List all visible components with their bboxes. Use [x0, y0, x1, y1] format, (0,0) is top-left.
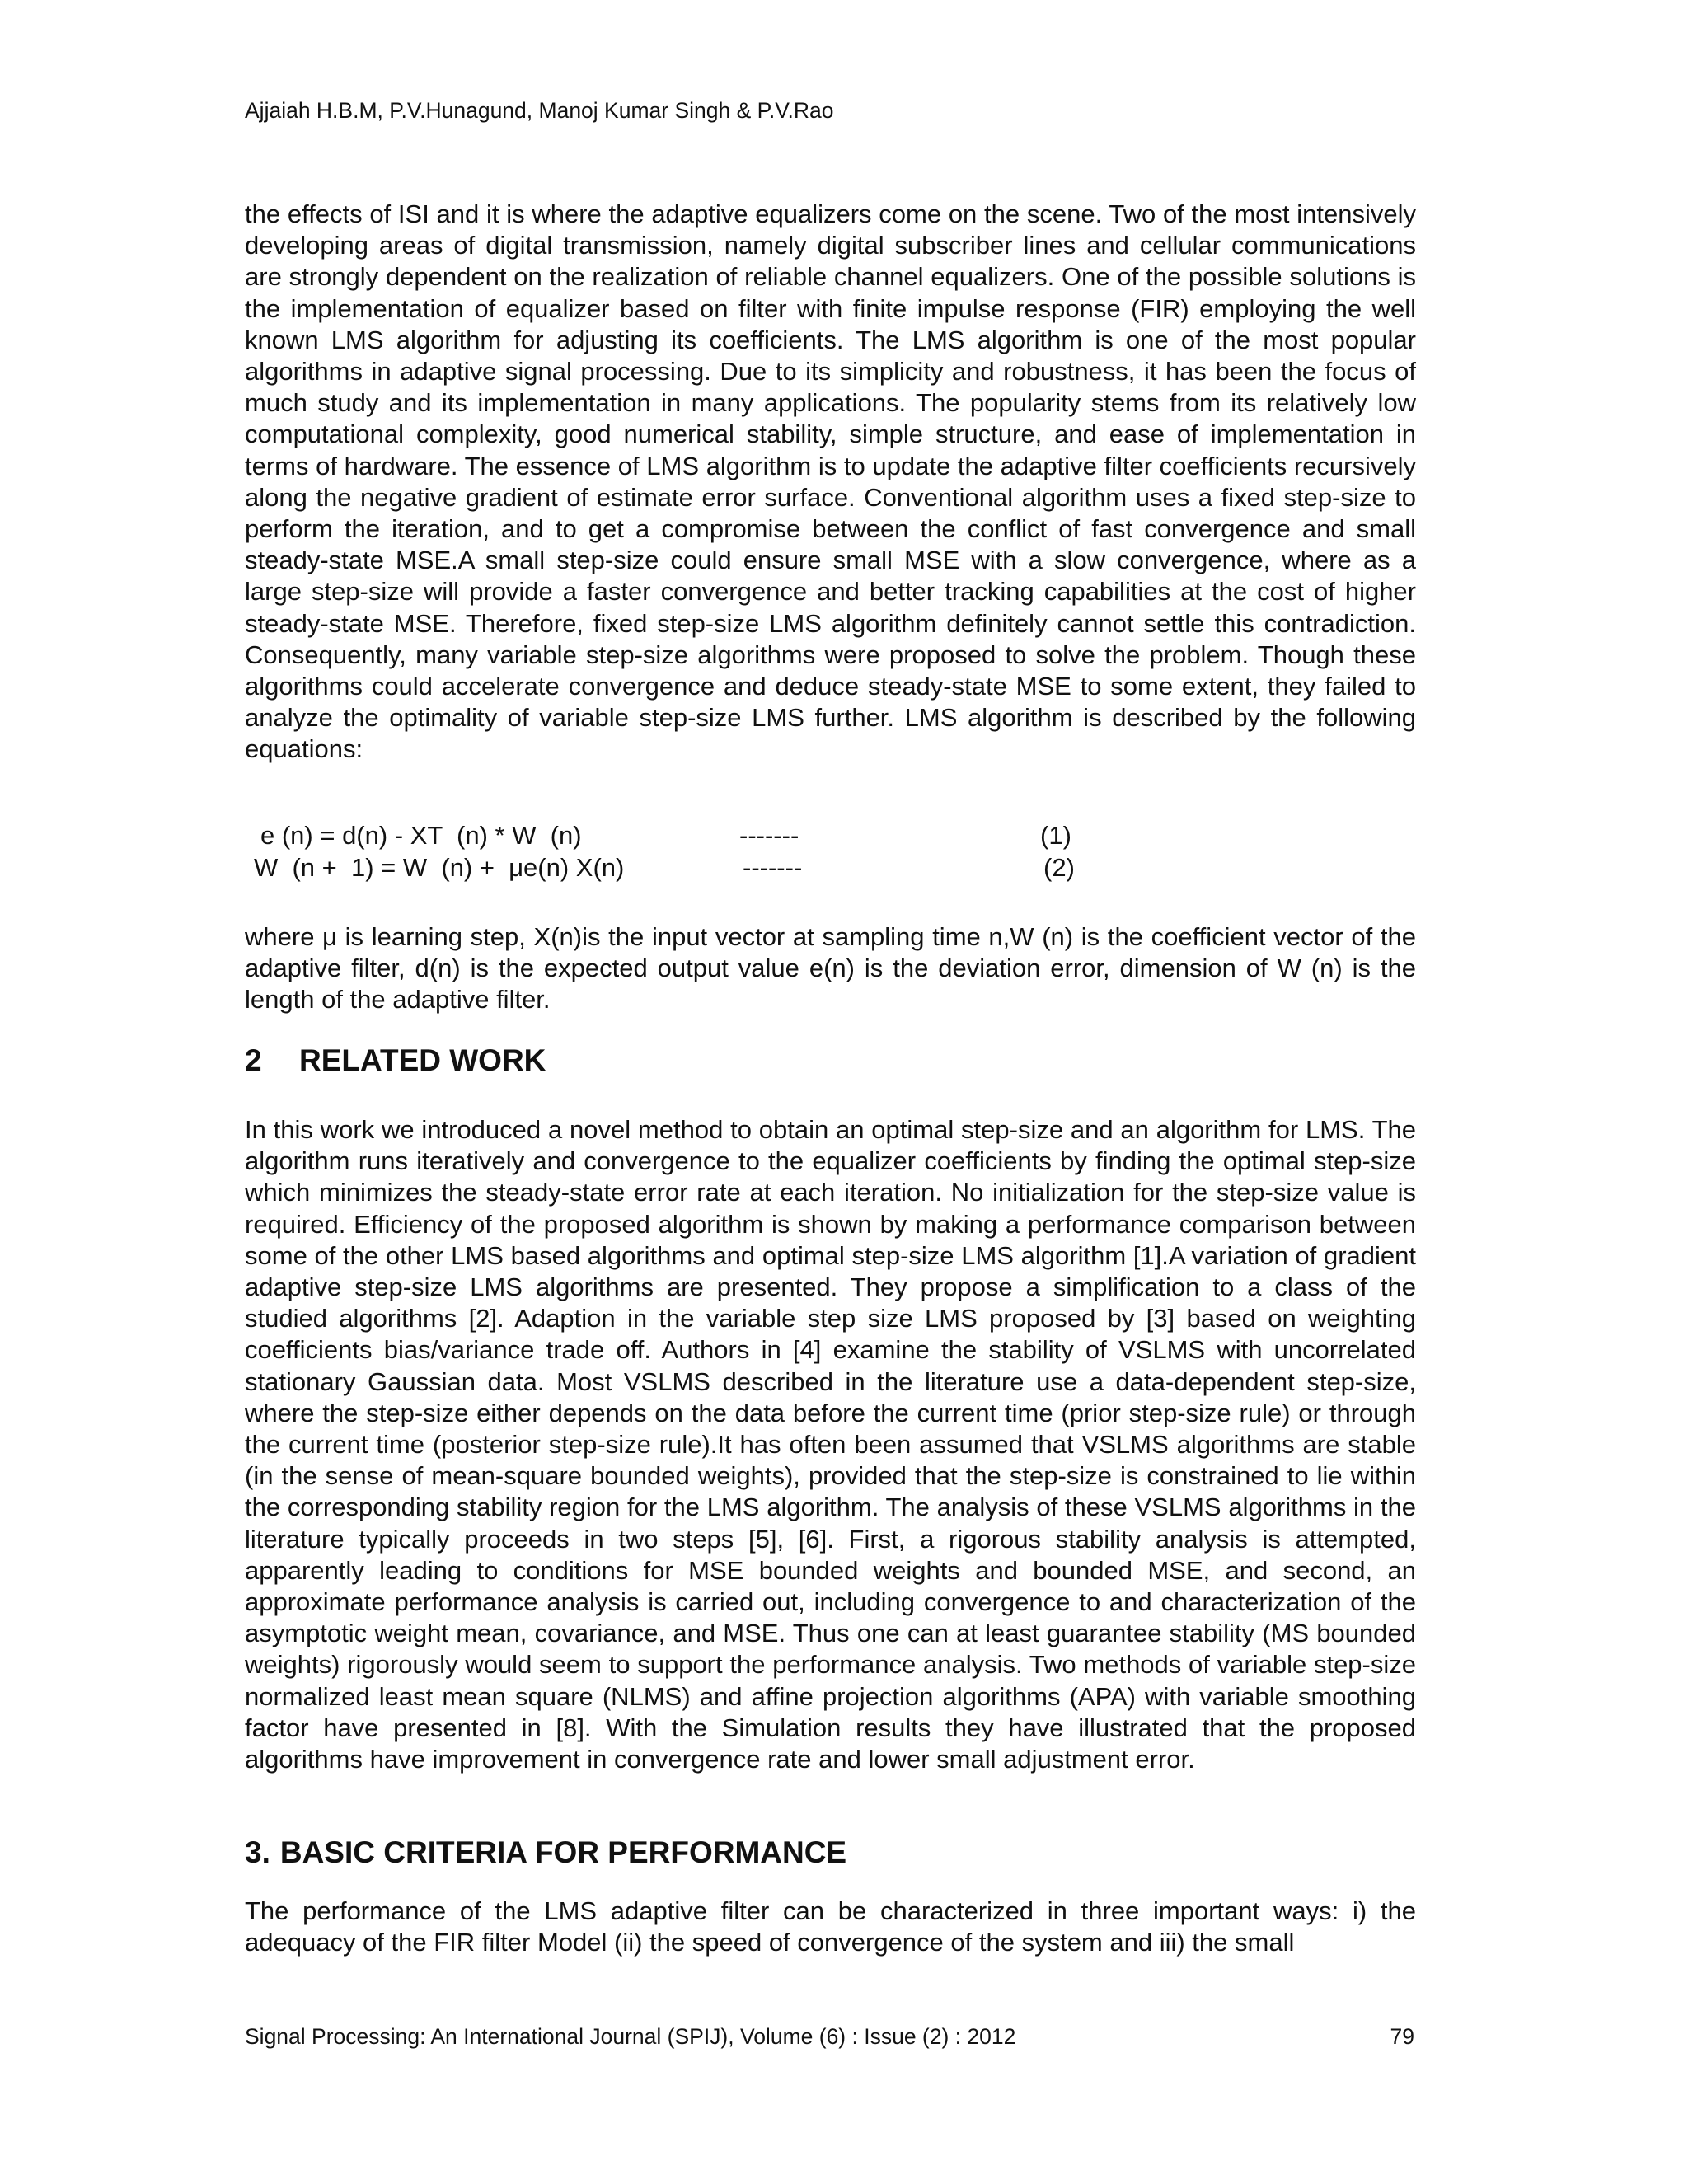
- equation-1-expression: e (n) = d(n) - XT (n) * W (n): [260, 821, 582, 850]
- equation-2-expression: W (n + 1) = W (n) + μe(n) X(n): [254, 853, 625, 882]
- journal-footer: Signal Processing: An International Journal (SPIJ), Volume (6) : Issue (2) : 2012: [245, 2024, 1016, 2049]
- intro-paragraph: the effects of ISI and it is where the adaptive equalizers come on the scene. Two of the most intensively developing areas of digital transmission, namely digital subscriber lines and cellular communications are strongly dependent on the realization of reliable channel equalizers. One of the possible solutions is the implementation of equalizer based on filter with finite impulse response (FIR) employing the well known LMS algorithm for adjusting its coefficients. The LMS algorithm is one of the most popular algorithms in adaptive signal processing. Due to its simplicity and robustness, it has been the focus of much study and its implementation in many applications. The popularity stems from its relatively low computational complexity, good numerical stability, simple structure, and ease of implementation in terms of hardware. The essence of LMS algorithm is to update the adaptive filter coefficients recursively along the negative gradient of estimate error surface. Conventional algorithm uses a fixed step-size to perform the iteration, and to get a compromise between the conflict of fast convergence and small steady-state MSE.A small step-size could ensure small MSE with a slow convergence, where as a large step-size will provide a faster convergence and better tracking capabilities at the cost of higher steady-state MSE. Therefore, fixed step-size LMS algorithm definitely cannot settle this contradiction. Consequently, many variable step-size algorithms were proposed to solve the problem. Though these algorithms could accelerate convergence and deduce steady-state MSE to some extent, they failed to analyze the optimality of variable step-size LMS further. LMS algorithm is described by the following equations:: [245, 199, 1416, 764]
- section-3-heading: [245, 1835, 846, 1871]
- running-header: Ajjaiah H.B.M, P.V.Hunagund, Manoj Kumar Singh & P.V.Rao: [245, 98, 834, 123]
- equation-2-dashes: -------: [743, 853, 803, 882]
- section-3-title: BASIC CRITERIA FOR PERFORMANCE: [279, 1835, 847, 1869]
- where-paragraph: where μ is learning step, X(n)is the input vector at sampling time n,W (n) is the coefficient vector of the adaptive filter, d(n) is the expected output value e(n) is the deviation error, dimension of W (n) is the length of the adaptive filter.: [245, 922, 1416, 1015]
- section-2-heading: [245, 1043, 546, 1079]
- section-3-number: 3.: [245, 1835, 270, 1869]
- section-3-paragraph: The performance of the LMS adaptive filter can be characterized in three important ways: i) the adequacy of the FIR filter Model (ii) the speed of convergence of the system and iii) the small: [245, 1896, 1416, 1957]
- section-2-number: 2: [245, 1043, 262, 1077]
- page-number: 79: [1390, 2024, 1414, 2049]
- equation-1-number: (1): [1040, 821, 1071, 850]
- equation-2-number: (2): [1043, 853, 1075, 882]
- equation-1-dashes: -------: [739, 821, 799, 850]
- section-2-paragraph: In this work we introduced a novel method to obtain an optimal step-size and an algorithm for LMS. The algorithm runs iteratively and convergence to the equalizer coefficients by finding the optimal step-size which minimizes the steady-state error rate at each iteration. No initialization for the step-size value is required. Efficiency of the proposed algorithm is shown by making a performance comparison between some of the other LMS based algorithms and optimal step-size LMS algorithm [1].A variation of gradient adaptive step-size LMS algorithms are presented. They propose a simplification to a class of the studied algorithms [2]. Adaption in the variable step size LMS proposed by [3] based on weighting coefficients bias/variance trade off. Authors in [4] examine the stability of VSLMS with uncorrelated stationary Gaussian data. Most VSLMS described in the literature use a data-dependent step-size, where the step-size either depends on the data before the current time (prior step-size rule) or through the current time (posterior step-size rule).It has often been assumed that VSLMS algorithms are stable (in the sense of mean-square bounded weights), provided that the step-size is constrained to lie within the corresponding stability region for the LMS algorithm. The analysis of these VSLMS algorithms in the literature typically proceeds in two steps [5], [6]. First, a rigorous stability analysis is attempted, apparently leading to conditions for MSE bounded weights and bounded MSE, and second, an approximate performance analysis is carried out, including convergence to and characterization of the asymptotic weight mean, covariance, and MSE. Thus one can at least guarantee stability (MS bounded weights) rigorously would seem to support the performance analysis. Two methods of variable step-size normalized least mean square (NLMS) and affine projection algorithms (APA) with variable smoothing factor have presented in [8]. With the Simulation results they have illustrated that the proposed algorithms have improvement in convergence rate and lower small adjustment error.: [245, 1115, 1416, 1774]
- section-2-title: RELATED WORK: [299, 1043, 546, 1077]
